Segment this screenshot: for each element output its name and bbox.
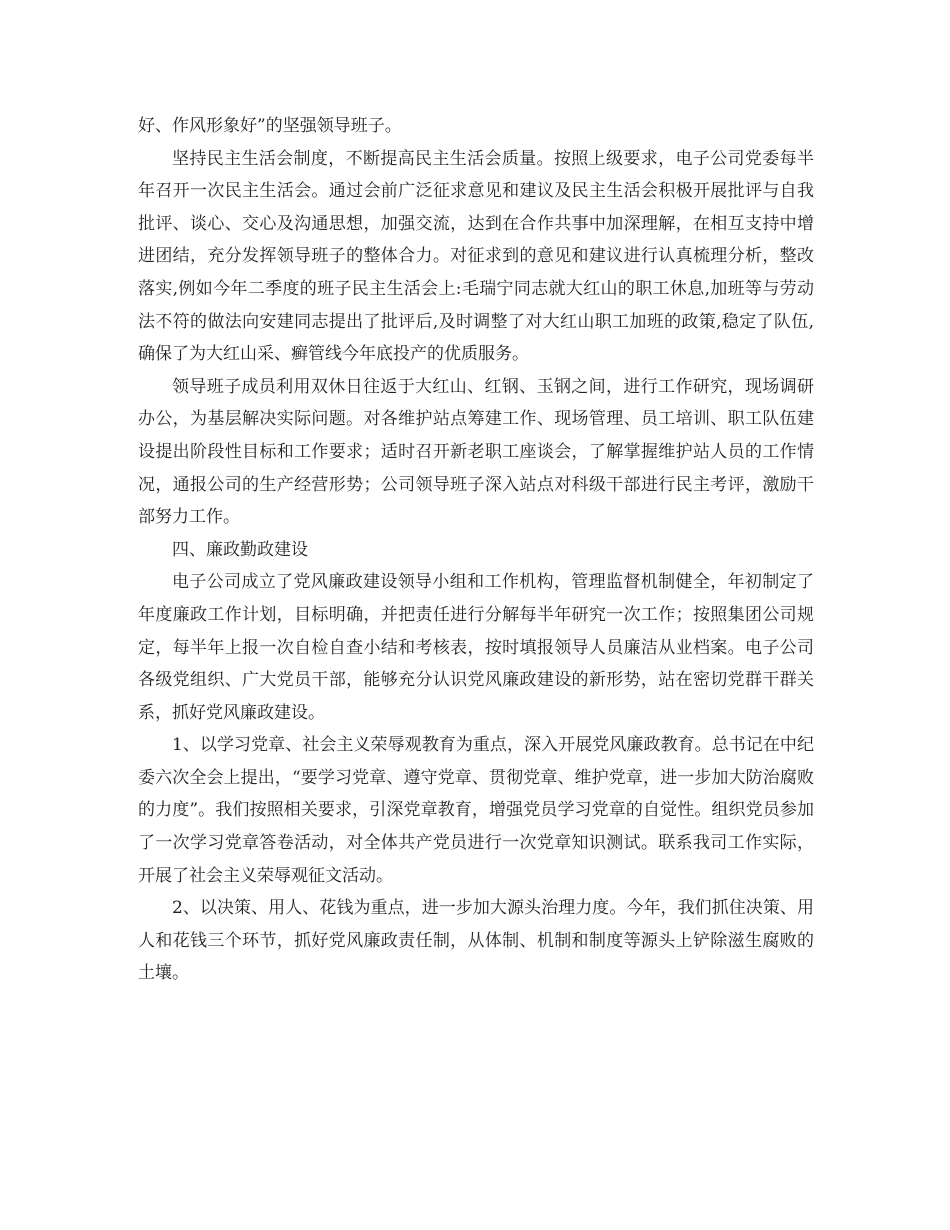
paragraph-integrity-organization: 电子公司成立了党风廉政建设领导小组和工作机构，管理监督机制健全，年初制定了年度廉政工作计划，目标明确，并把责任进行分解每半年研究一次工作；按照集团公司规定，每半年上报一次自检自查小结和考核表，按时填报领导人员廉洁从业档案。电子公司各级党组织、广大党员干部，能够充分认识党风廉政建设的新形势，站在密切党群干群关系，抓好党风廉政建设。 (138, 572, 814, 723)
paragraph-item-2-source-governance: 2、以决策、用人、花钱为重点，进一步加大源头治理力度。今年，我们抓住决策、用人和花钱三个环节，抓好党风廉政责任制，从体制、机制和制度等源头上铲除滋生腐败的土壤。 (138, 898, 814, 984)
document-body (138, 110, 814, 990)
paragraph-item-1-party-constitution: 1、以学习党章、社会主义荣辱观教育为重点，深入开展党风廉政教育。总书记在中纪委六次全会上提出，“要学习党章、遵守党章、贯彻党章、维护党章，进一步加大防治腐败的力度”。我们按照相关要求，引深党章教育，增强党员学习党章的自觉性。组织党员参加了一次学习党章答卷活动，对全体共产党员进行一次党章知识测试。联系我司工作实际，开展了社会主义荣辱观征文活动。 (138, 735, 814, 886)
paragraph-leadership-field-work: 领导班子成员利用双休日往返于大红山、红钢、玉钢之间，进行工作研究，现场调研办公，为基层解决实际问题。对各维护站点筹建工作、现场管理、员工培训、职工队伍建设提出阶段性目标和工作要求；适时召开新老职工座谈会，了解掌握维护站人员的工作情况，通报公司的生产经营形势；公司领导班子深入站点对科级干部进行民主考评，激励干部努力工作。 (138, 376, 814, 528)
paragraph-democratic-life-meeting: 坚持民主生活会制度，不断提高民主生活会质量。按照上级要求，电子公司党委每半年召开一次民主生活会。通过会前广泛征求意见和建议及民主生活会积极开展批评与自我批评、谈心、交心及沟通思想，加强交流，达到在合作共事中加深理解，在相互支持中增进团结，充分发挥领导班子的整体合力。对征求到的意见和建议进行认真梳理分析，整改落实,例如今年二季度的班子民主生活会上:毛瑞宁同志就大红山的职工休息,加班等与劳动法不符的做法向安建同志提出了批评后,及时调整了对大红山职工加班的政策,稳定了队伍,确保了为大红山采、癣管线今年底投产的优质服务。 (138, 148, 814, 365)
paragraph-continuation: 好、作风形象好”的坚强领导班子。 (138, 116, 402, 136)
section-heading-integrity: 四、廉政勤政建设 (172, 539, 308, 560)
